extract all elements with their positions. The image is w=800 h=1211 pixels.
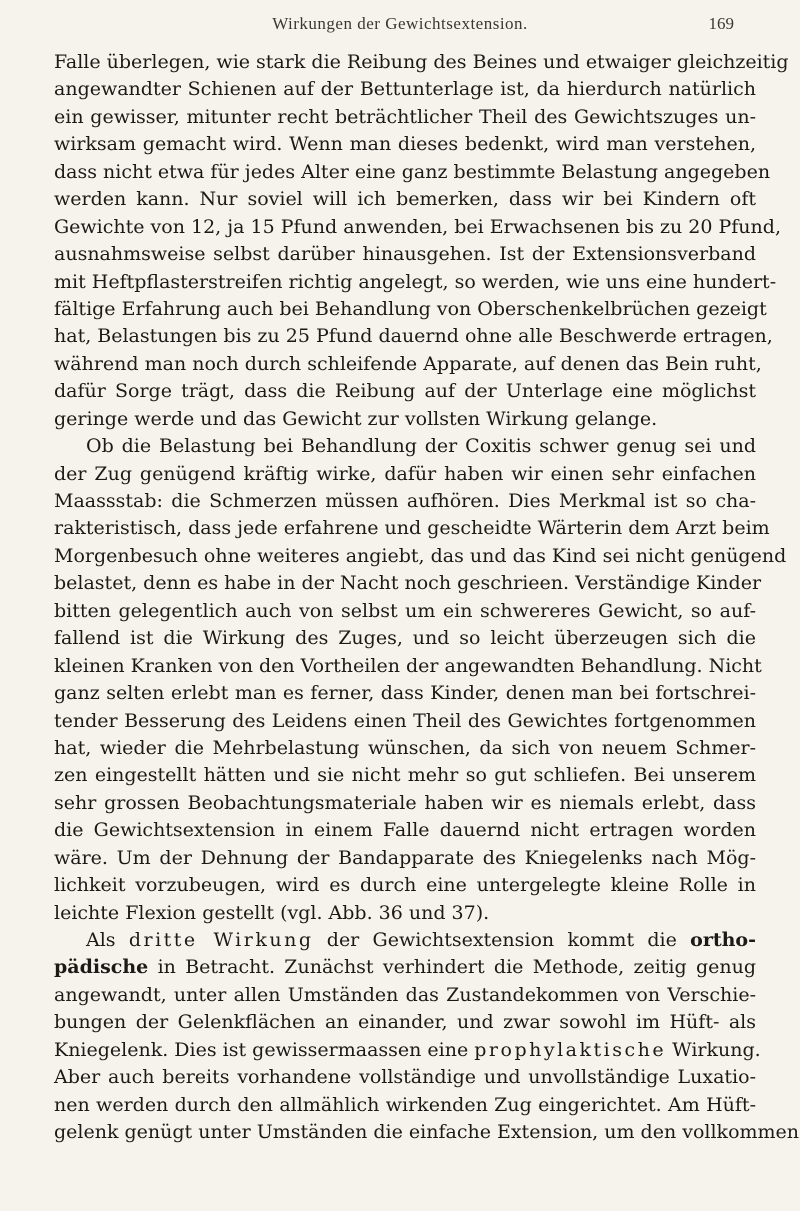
text-line: werden kann. Nur soviel will ich bemerken, dass wir bei Kindern oft — [54, 188, 756, 211]
text-line: Aber auch bereits vorhandene vollständige und unvollständige Luxatio- — [54, 1066, 756, 1089]
text-line: Morgenbesuch ohne weiteres angiebt, das und das Kind sei nicht genügend — [54, 544, 787, 567]
text-line: fältige Erfahrung auch bei Behandlung von Oberschenkelbrüchen gezeigt — [54, 297, 767, 320]
text-line: ein gewisser, mitunter recht beträchtlicher Theil des Gewichtszuges un- — [54, 105, 756, 128]
running-title: Wirkungen der Gewichtsextension. — [272, 14, 528, 33]
text-line: die Gewichtsextension in einem Falle dauernd nicht ertragen worden — [54, 819, 756, 842]
text-line: hat, Belastungen bis zu 25 Pfund dauernd ohne alle Beschwerde ertragen, — [54, 325, 773, 348]
text-run: Wirkung. — [666, 1038, 761, 1061]
text-line: ganz selten erlebt man es ferner, dass Kinder, denen man bei fortschrei- — [54, 682, 756, 705]
text-line: bitten gelegentlich auch von selbst um ein schwereres Gewicht, so auf- — [54, 599, 756, 622]
text-line: gelenk genügt unter Umständen die einfache Extension, um den vollkommen — [54, 1121, 800, 1144]
text-run: der Gewichtsextension kommt die — [313, 929, 691, 951]
text-line: Ob die Belastung bei Behandlung der Coxitis schwer genug sei und — [86, 435, 756, 458]
text-line: sehr grossen Beobachtungsmateriale haben wir es niemals erlebt, dass — [54, 791, 756, 814]
text-run: in Betracht. Zunächst verhindert die Methode, zeitig genug — [148, 956, 756, 979]
page-header — [0, 14, 800, 40]
text-line: nen werden durch den allmählich wirkenden Zug eingerichtet. Am Hüft- — [54, 1093, 756, 1116]
text-line: tender Besserung des Leidens einen Theil des Gewichtes fortgenommen — [54, 709, 756, 732]
text-line: rakteristisch, dass jede erfahrene und gescheidte Wärterin dem Arzt beim — [54, 517, 770, 540]
text-line: zen eingestellt hätten und sie nicht mehr so gut schliefen. Bei unserem — [54, 764, 756, 787]
emphasis-spaced: dritte Wirkung — [128, 929, 314, 951]
text-line: fallend ist die Wirkung des Zuges, und so leicht überzeugen sich die — [54, 627, 756, 650]
emphasis-bold: pädische — [54, 956, 149, 979]
text-line: lichkeit vorzubeugen, wird es durch eine untergelegte kleine Rolle in — [54, 874, 756, 897]
text-line: wirksam gemacht wird. Wenn man dieses bedenkt, wird man verstehen, — [54, 133, 756, 156]
text-line: Maassstab: die Schmerzen müssen aufhören. Dies Merkmal ist so cha- — [54, 490, 756, 512]
text-line: angewandt, unter allen Umständen das Zustandekommen von Verschie- — [54, 983, 756, 1006]
text-line: dass nicht etwa für jedes Alter eine ganz bestimmte Belastung angegeben — [54, 160, 771, 183]
text-run: Kniegelenk. Dies ist gewissermaassen eine — [54, 1038, 475, 1061]
text-line: dafür Sorge trägt, dass die Reibung auf der Unterlage eine möglichst — [54, 380, 756, 403]
text-line — [54, 1037, 761, 1064]
text-line: bungen der Gelenkflächen an einander, und zwar sowohl im Hüft- als — [54, 1011, 756, 1034]
text-line — [54, 927, 756, 954]
text-line: mit Heftpflasterstreifen richtig angelegt, so werden, wie uns eine hundert- — [54, 270, 777, 293]
text-line: während man noch durch schleifende Apparate, auf denen das Bein ruht, — [54, 352, 762, 375]
text-line: ausnahmsweise selbst darüber hinausgehen. Ist der Extensionsverband — [54, 243, 756, 266]
text-line: Gewichte von 12, ja 15 Pfund anwenden, bei Erwachsenen bis zu 20 Pfund, — [54, 215, 781, 238]
text-line: der Zug genügend kräftig wirke, dafür haben wir einen sehr einfachen — [54, 462, 756, 485]
text-line: leichte Flexion gestellt (vgl. Abb. 36 und 37). — [54, 901, 490, 924]
text-line — [54, 954, 756, 981]
body-text — [54, 49, 800, 1147]
page-number: 169 — [708, 14, 734, 33]
text-line: hat, wieder die Mehrbelastung wünschen, da sich von neuem Schmer- — [54, 736, 756, 759]
text-run: Als — [86, 929, 129, 951]
emphasis-spaced: prophylaktische — [474, 1038, 667, 1061]
text-line: belastet, denn es habe in der Nacht noch geschrieen. Verständige Kinder — [54, 572, 762, 595]
text-line: Falle überlegen, wie stark die Reibung des Beines und etwaiger gleichzeitig — [54, 51, 789, 73]
text-line: angewandter Schienen auf der Bettunterlage ist, da hierdurch natürlich — [54, 78, 756, 101]
emphasis-bold: ortho- — [690, 929, 756, 951]
text-line: wäre. Um der Dehnung der Bandapparate des Kniegelenks nach Mög- — [54, 846, 756, 869]
text-line: geringe werde und das Gewicht zur vollsten Wirkung gelange. — [54, 407, 658, 430]
text-line: kleinen Kranken von den Vortheilen der angewandten Behandlung. Nicht — [54, 654, 762, 677]
